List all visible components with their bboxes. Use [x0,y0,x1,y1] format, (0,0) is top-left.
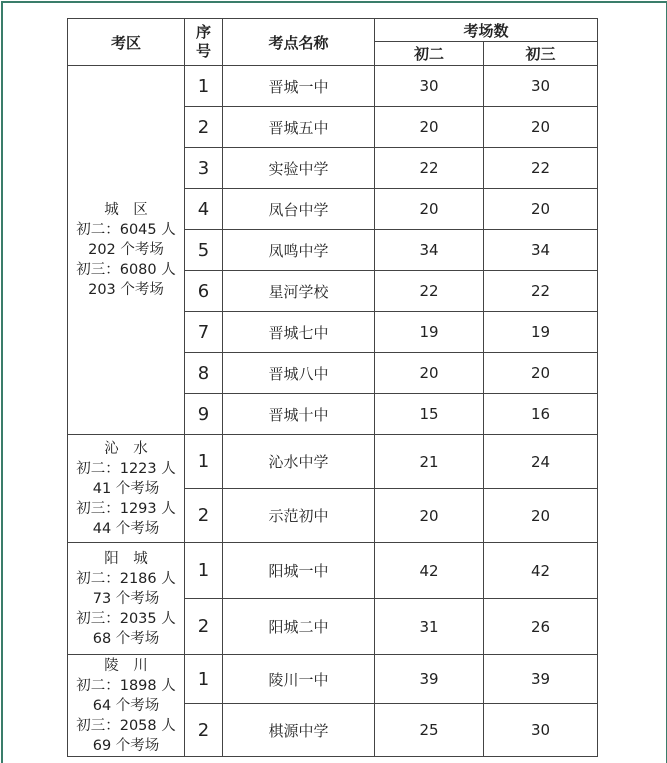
grade2-rooms-cell: 20 [375,189,484,230]
header-seq: 序号 [185,19,223,66]
site-name-cell: 凤台中学 [223,189,375,230]
grade2-rooms-cell: 19 [375,312,484,353]
district-g3-rooms: 68 个考场 [92,630,160,647]
district-g3-rooms: 69 个考场 [92,737,160,754]
district-cell [68,435,185,543]
grade3-rooms-cell: 20 [484,353,598,394]
grade3-rooms-cell: 20 [484,489,598,543]
grade3-rooms-cell: 20 [484,189,598,230]
district-g3: 初三：6080 人 [76,262,176,278]
seq-cell: 5 [185,230,223,271]
grade3-rooms-cell: 30 [484,704,598,757]
grade3-rooms-cell: 19 [484,312,598,353]
seq-cell: 7 [185,312,223,353]
site-name-cell: 阳城二中 [223,599,375,655]
district-cell [68,655,185,757]
seq-cell: 2 [185,599,223,655]
district-name: 城 区 [104,202,148,218]
site-name-cell: 晋城五中 [223,107,375,148]
district-cell [68,543,185,655]
header-area: 考区 [68,19,185,66]
district-g3: 初三：2035 人 [76,610,176,627]
seq-cell: 2 [185,107,223,148]
site-name-cell: 实验中学 [223,148,375,189]
district-g3-rooms: 44 个考场 [92,520,160,537]
district-g2-rooms: 202 个考场 [88,242,164,258]
district-g3: 初三：1293 人 [76,500,176,517]
district-g2-rooms: 64 个考场 [92,697,160,714]
grade2-rooms-cell: 20 [375,489,484,543]
district-name: 陵 川 [104,657,148,674]
seq-cell: 2 [185,489,223,543]
header-site: 考点名称 [223,19,375,66]
grade3-rooms-cell: 22 [484,148,598,189]
seq-cell: 1 [185,435,223,489]
header-grade2: 初二 [375,42,484,66]
seq-cell: 8 [185,353,223,394]
seq-cell: 1 [185,655,223,704]
site-name-cell: 示范初中 [223,489,375,543]
site-name-cell: 阳城一中 [223,543,375,599]
district-name: 沁 水 [104,440,148,457]
grade3-rooms-cell: 42 [484,543,598,599]
seq-cell: 3 [185,148,223,189]
district-g2: 初二：2186 人 [76,570,176,587]
site-name-cell: 陵川一中 [223,655,375,704]
seq-cell: 1 [185,543,223,599]
district-cell [68,66,185,435]
grade2-rooms-cell: 20 [375,353,484,394]
table-row [68,543,598,599]
exam-site-table [67,18,598,757]
site-name-cell: 凤鸣中学 [223,230,375,271]
seq-cell: 1 [185,66,223,107]
grade2-rooms-cell: 20 [375,107,484,148]
grade2-rooms-cell: 39 [375,655,484,704]
district-g2-rooms: 41 个考场 [92,480,160,497]
grade2-rooms-cell: 42 [375,543,484,599]
table-body [68,66,598,757]
grade3-rooms-cell: 34 [484,230,598,271]
site-name-cell: 沁水中学 [223,435,375,489]
table-row [68,655,598,704]
seq-cell: 4 [185,189,223,230]
district-g2: 初二：1898 人 [76,677,176,694]
grade3-rooms-cell: 16 [484,394,598,435]
grade3-rooms-cell: 26 [484,599,598,655]
grade3-rooms-cell: 22 [484,271,598,312]
district-g3: 初三：2058 人 [76,717,176,734]
grade3-rooms-cell: 39 [484,655,598,704]
grade2-rooms-cell: 34 [375,230,484,271]
grade2-rooms-cell: 22 [375,148,484,189]
grade3-rooms-cell: 24 [484,435,598,489]
site-name-cell: 晋城七中 [223,312,375,353]
grade2-rooms-cell: 15 [375,394,484,435]
site-name-cell: 晋城十中 [223,394,375,435]
grade2-rooms-cell: 22 [375,271,484,312]
table-row [68,435,598,489]
district-g2: 初二：6045 人 [76,222,176,238]
district-g2: 初二：1223 人 [76,460,176,477]
district-g3-rooms: 203 个考场 [88,282,164,298]
seq-cell: 6 [185,271,223,312]
grade2-rooms-cell: 31 [375,599,484,655]
table-row [68,66,598,107]
district-name: 阳 城 [104,550,148,567]
seq-cell: 2 [185,704,223,757]
grade2-rooms-cell: 21 [375,435,484,489]
grade2-rooms-cell: 30 [375,66,484,107]
site-name-cell: 晋城一中 [223,66,375,107]
site-name-cell: 棋源中学 [223,704,375,757]
header-grade3: 初三 [484,42,598,66]
header-rooms: 考场数 [375,19,598,42]
site-name-cell: 晋城八中 [223,353,375,394]
grade3-rooms-cell: 20 [484,107,598,148]
site-name-cell: 星河学校 [223,271,375,312]
grade2-rooms-cell: 25 [375,704,484,757]
seq-cell: 9 [185,394,223,435]
grade3-rooms-cell: 30 [484,66,598,107]
district-g2-rooms: 73 个考场 [92,590,160,607]
